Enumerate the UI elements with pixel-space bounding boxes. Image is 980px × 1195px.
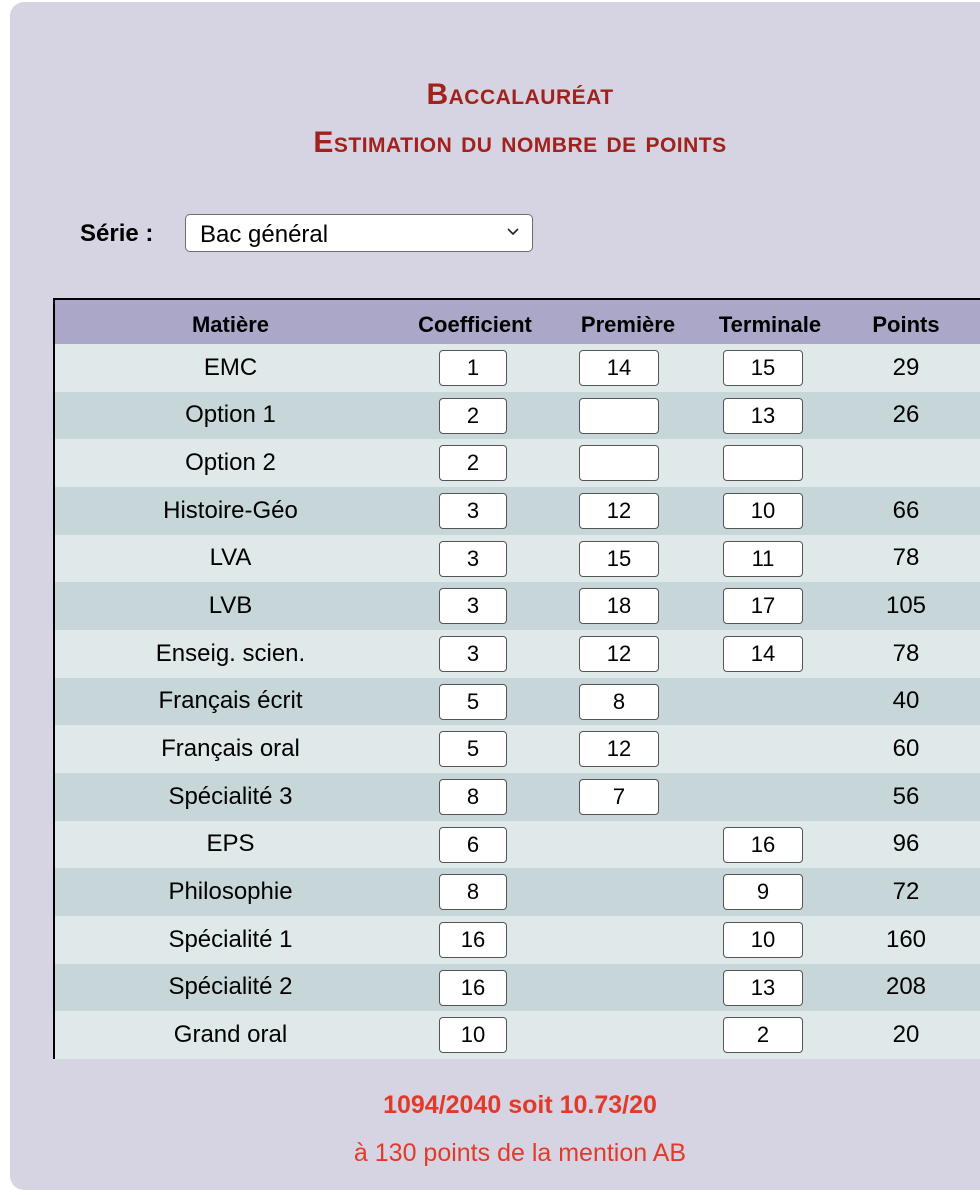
coefficient-input[interactable]: 3 [439, 493, 507, 529]
terminale-grade-input[interactable]: 13 [723, 398, 803, 434]
subject-name: Français écrit [158, 687, 303, 715]
table-row [55, 964, 980, 1012]
coefficient-input[interactable]: 5 [439, 684, 507, 720]
coefficient-input[interactable]: 8 [439, 874, 507, 910]
points-value: 40 [892, 687, 920, 715]
table-row [55, 773, 980, 821]
points-value: 60 [892, 735, 920, 763]
points-value: 66 [892, 496, 920, 524]
premiere-grade-input[interactable]: 15 [579, 541, 659, 577]
points-value: 96 [892, 830, 920, 858]
coefficient-input[interactable]: 8 [439, 779, 507, 815]
table-row [55, 582, 980, 630]
total-score: 1094/2040 soit 10.73/20 [383, 1091, 657, 1119]
terminale-grade-input[interactable]: 17 [723, 588, 803, 624]
terminale-grade-input[interactable]: 10 [723, 493, 803, 529]
title-line-2: Estimation du nombre de points [313, 126, 727, 159]
coefficient-input[interactable]: 1 [439, 350, 507, 386]
table-row [55, 487, 980, 535]
premiere-grade-input[interactable] [579, 445, 659, 481]
table-row [55, 725, 980, 773]
subject-name: Enseig. scien. [155, 639, 306, 667]
premiere-grade-input[interactable]: 7 [579, 779, 659, 815]
premiere-grade-input[interactable]: 8 [579, 684, 659, 720]
grades-table [53, 298, 980, 1059]
table-row [55, 630, 980, 678]
terminale-grade-input[interactable]: 15 [723, 350, 803, 386]
coefficient-input[interactable]: 3 [439, 541, 507, 577]
terminale-grade-input[interactable]: 14 [723, 636, 803, 672]
points-value: 160 [885, 925, 927, 953]
premiere-grade-input[interactable]: 12 [579, 731, 659, 767]
points-value: 72 [892, 878, 920, 906]
points-value: 26 [892, 401, 920, 429]
table-row [55, 439, 980, 487]
column-header-matiere: Matière [191, 312, 270, 337]
subject-name: EMC [203, 353, 258, 381]
subject-name: Français oral [161, 735, 300, 763]
subject-name: LVA [209, 544, 252, 572]
subject-name: Grand oral [173, 1021, 288, 1049]
coefficient-input[interactable]: 5 [439, 731, 507, 767]
table-body [55, 344, 980, 1059]
column-header-coefficient: Coefficient [418, 312, 532, 337]
column-header-points: Points [872, 312, 940, 337]
coefficient-input[interactable]: 16 [439, 922, 507, 958]
table-row [55, 392, 980, 440]
coefficient-input[interactable]: 6 [439, 827, 507, 863]
premiere-grade-input[interactable]: 12 [579, 493, 659, 529]
title-line-1: Baccalauréat [426, 78, 614, 111]
subject-name: Spécialité 3 [168, 782, 293, 810]
points-value: 105 [885, 592, 927, 620]
coefficient-input[interactable]: 2 [439, 398, 507, 434]
subject-name: EPS [206, 830, 255, 858]
serie-label: Série : [80, 220, 154, 247]
serie-selected-value: Bac général [200, 221, 329, 248]
subject-name: Spécialité 2 [168, 973, 293, 1001]
points-value: 56 [892, 782, 920, 810]
points-value: 78 [892, 544, 920, 572]
points-value: 20 [892, 1021, 920, 1049]
table-row [55, 1011, 980, 1059]
terminale-grade-input[interactable]: 2 [723, 1017, 803, 1053]
terminale-grade-input[interactable]: 11 [723, 541, 803, 577]
mention-gap: à 130 points de la mention AB [353, 1139, 687, 1167]
subject-name: LVB [208, 592, 253, 620]
points-value [850, 439, 962, 487]
terminale-grade-input[interactable] [723, 445, 803, 481]
terminale-grade-input[interactable]: 10 [723, 922, 803, 958]
coefficient-input[interactable]: 3 [439, 636, 507, 672]
premiere-grade-input[interactable]: 12 [579, 636, 659, 672]
subject-name: Philosophie [168, 878, 293, 906]
column-header-terminale: Terminale [718, 312, 822, 337]
points-value: 29 [892, 353, 920, 381]
points-value: 208 [885, 973, 927, 1001]
calculator-panel [10, 2, 980, 1190]
table-row [55, 821, 980, 869]
coefficient-input[interactable]: 16 [439, 970, 507, 1006]
subject-name: Option 2 [185, 449, 276, 477]
table-row [55, 868, 980, 916]
table-row [55, 535, 980, 583]
coefficient-input[interactable]: 10 [439, 1017, 507, 1053]
premiere-grade-input[interactable]: 18 [579, 588, 659, 624]
coefficient-input[interactable]: 2 [439, 445, 507, 481]
coefficient-input[interactable]: 3 [439, 588, 507, 624]
table-row [55, 916, 980, 964]
column-header-premiere: Première [580, 312, 676, 337]
table-row [55, 344, 980, 392]
table-header [55, 300, 980, 344]
subject-name: Option 1 [185, 401, 276, 429]
terminale-grade-input[interactable]: 16 [723, 827, 803, 863]
premiere-grade-input[interactable]: 14 [579, 350, 659, 386]
table-row [55, 678, 980, 726]
subject-name: Histoire-Géo [163, 496, 298, 524]
premiere-grade-input[interactable] [579, 398, 659, 434]
terminale-grade-input[interactable]: 13 [723, 970, 803, 1006]
serie-select[interactable] [185, 214, 533, 252]
subject-name: Spécialité 1 [168, 925, 293, 953]
chevron-down-icon [506, 224, 520, 238]
terminale-grade-input[interactable]: 9 [723, 874, 803, 910]
points-value: 78 [892, 639, 920, 667]
